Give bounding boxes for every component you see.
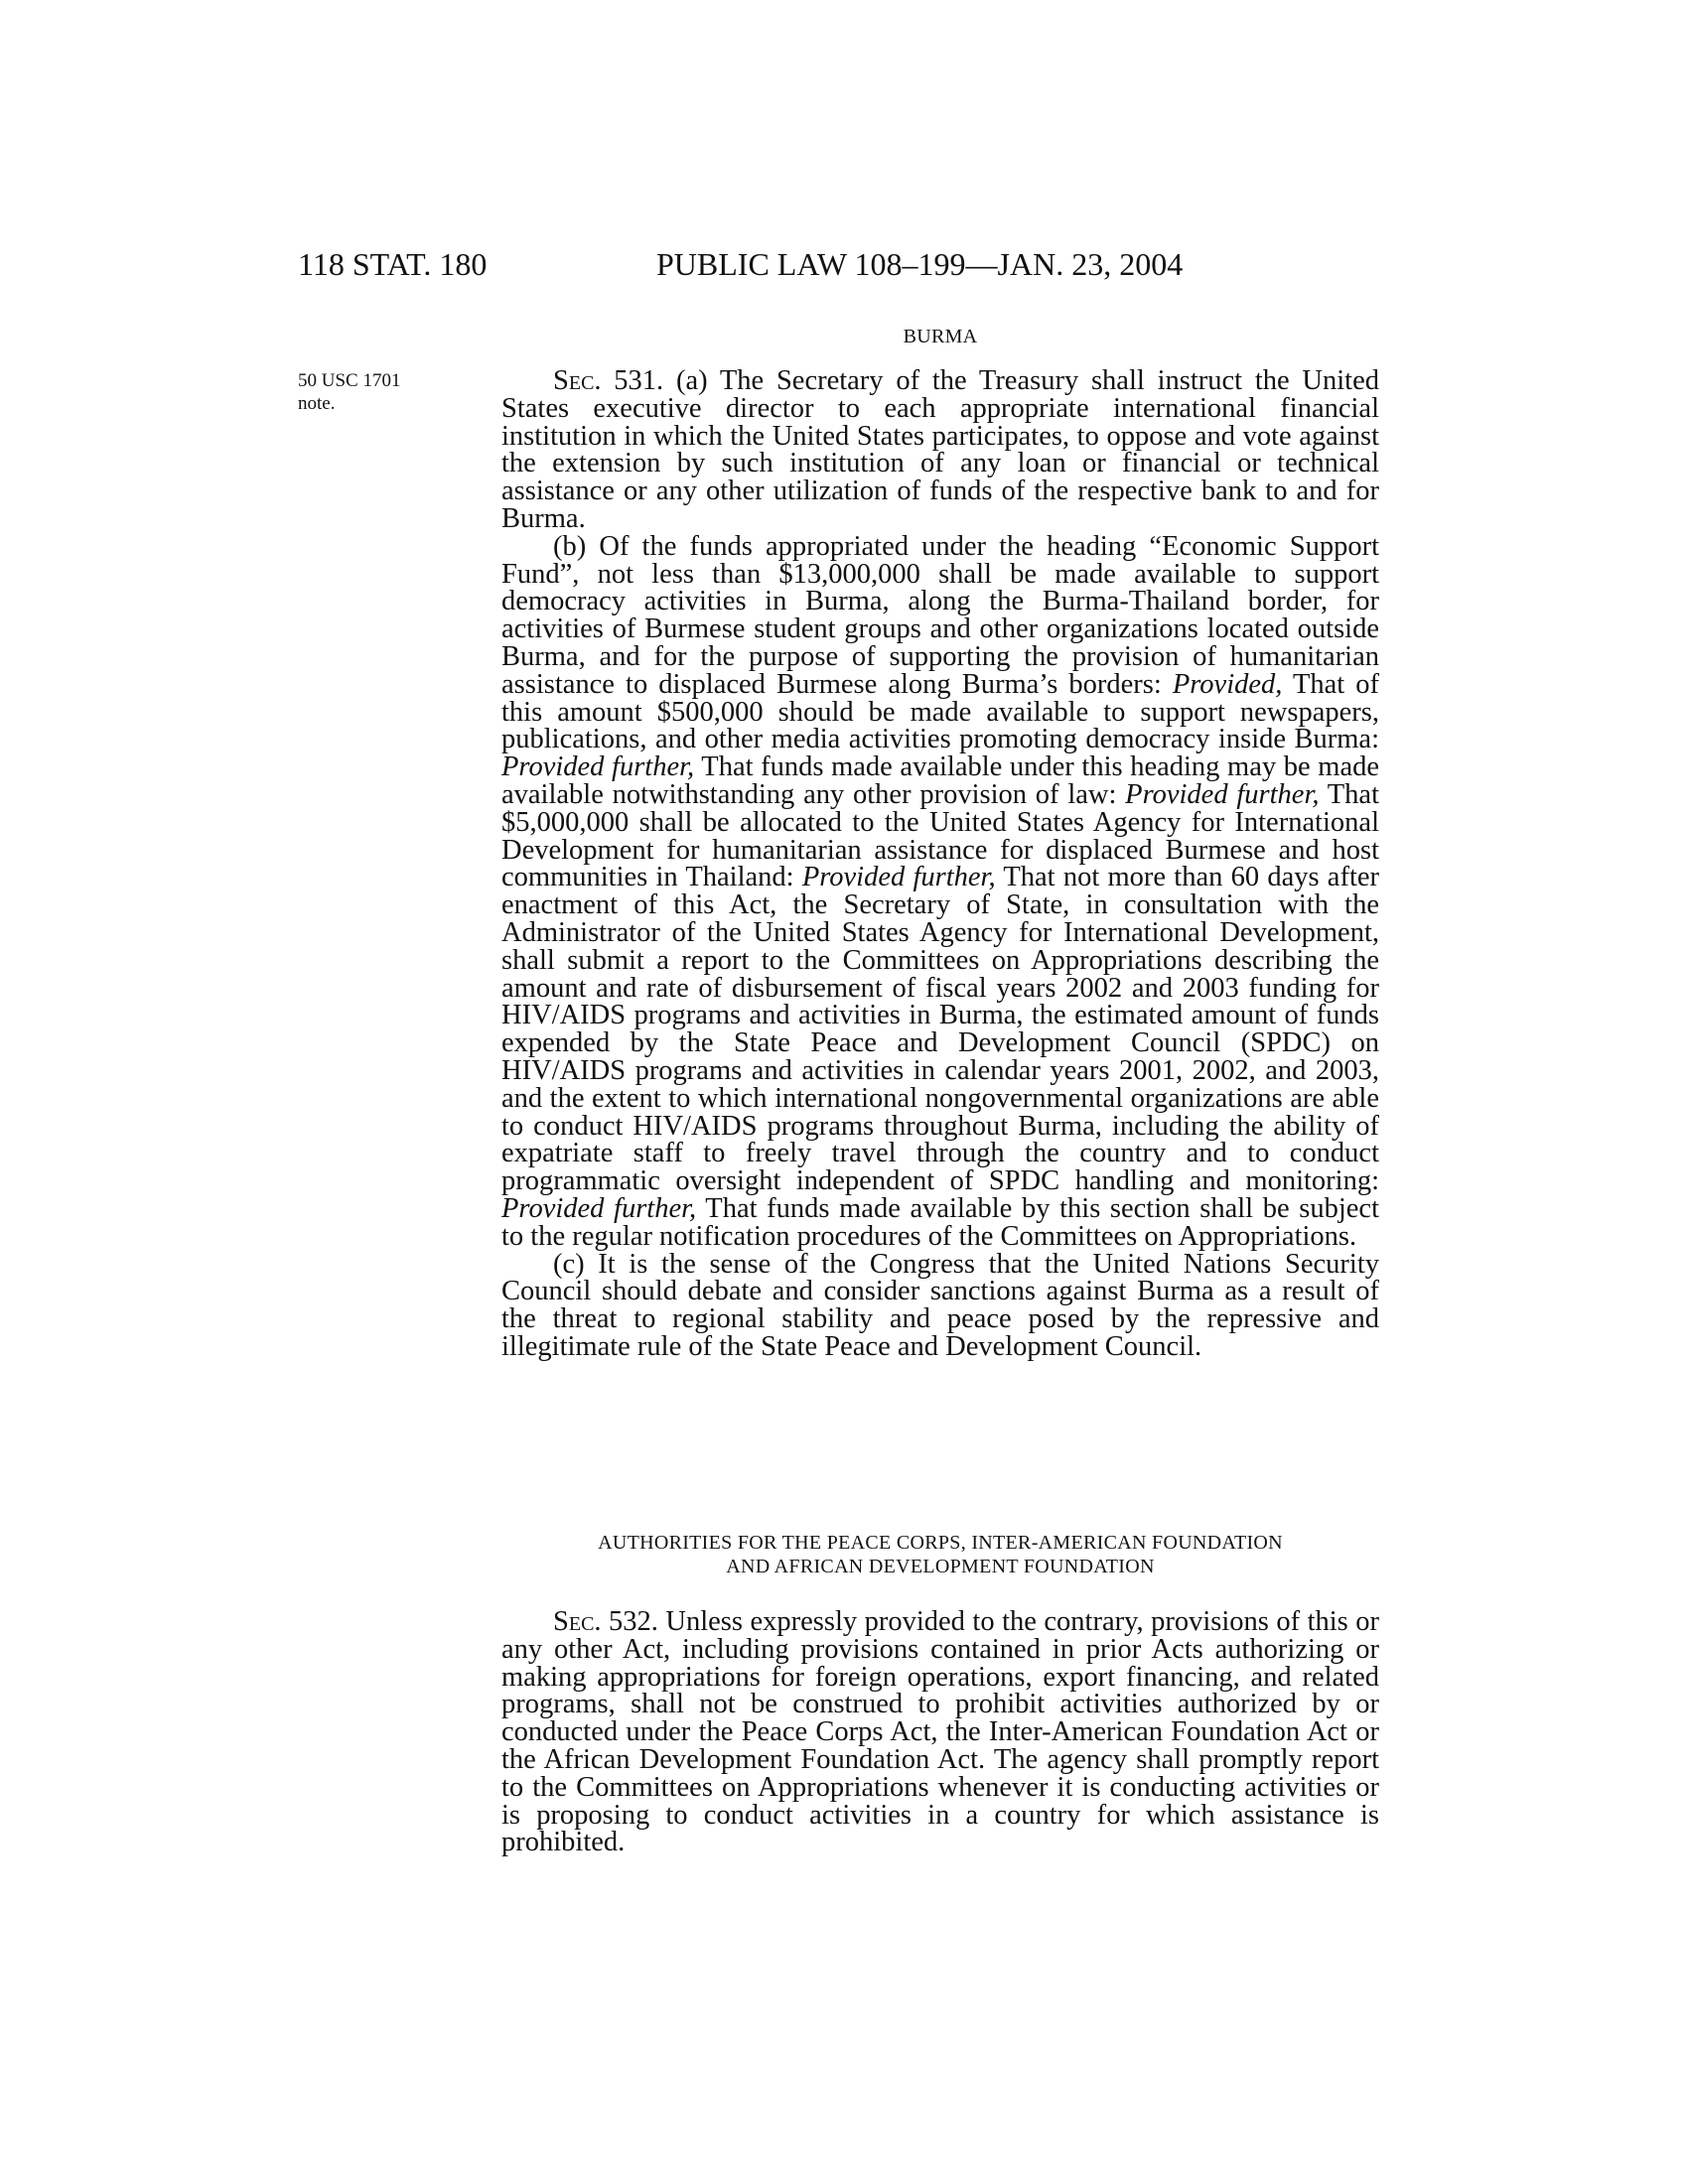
- section-531: [501, 367, 1379, 1361]
- section-heading-authorities: [501, 1531, 1379, 1578]
- running-head: [0, 246, 1688, 286]
- margin-note-suffix: note.: [298, 393, 336, 414]
- paragraph-text: That funds made available by this section shall be subject to the regular notification procedures of the Committees on Appropriations.: [501, 1192, 1379, 1252]
- paragraph-text: (b) Of the funds appropriated under the heading “Economic Support Fund”, not less than $13,000,000 shall be made available to support democracy activities in Burma, along the Burma-Thailand border, for activities of Burmese student groups and other organizations located outside Burma, and for the purpose of supporting the provision of humanitarian assistance to displaced Burmese along Burma’s borders:: [501, 530, 1379, 700]
- paragraph-text: (a) The Secretary of the Treasury shall instruct the United States executive director to each appropriate international financial institution in which the United States participates, to oppose and vote against the extension by such institution of any loan or financial or technical assistance or any other utilization of funds of the respective bank to and for Burma.: [501, 365, 1379, 534]
- section-532: [501, 1608, 1379, 1856]
- proviso-label: Provided,: [1172, 668, 1283, 700]
- paragraph-text: That of this amount $500,000 should be made available to support newspapers, publications, and other media activities promoting democracy inside Burma:: [501, 668, 1380, 755]
- public-law-title: PUBLIC LAW 108–199—JAN. 23, 2004: [656, 246, 1184, 282]
- heading-line: AUTHORITIES FOR THE PEACE CORPS, INTER-AMERICAN FOUNDATION: [598, 1532, 1283, 1554]
- margin-note: [298, 369, 447, 415]
- section-531-paragraph-a: [501, 367, 1379, 533]
- proviso-label: Provided further,: [501, 1192, 697, 1224]
- section-531-paragraph-b: [501, 530, 1380, 1252]
- section-heading-burma: BURMA: [903, 326, 978, 347]
- margin-note-citation: 50 USC 1701: [298, 370, 401, 391]
- section-532-paragraph: [501, 1608, 1379, 1856]
- paragraph-text: That funds made available under this heading may be made available notwithstanding any other provision of law:: [501, 751, 1379, 810]
- paragraph-text: Unless expressly provided to the contrary, provisions of this or any other Act, including provisions contained in prior Acts authorizing or making appropriations for foreign operations, export financing, and related programs, shall not be construed to prohibit activities authorized by or conducted under the Peace Corps Act, the Inter-American Foundation Act or the African Development Foundation Act. The agency shall promptly report to the Committees on Appropriations whenever it is conducting activities or is proposing to conduct activities in a country for which assistance is prohibited.: [501, 1606, 1379, 1858]
- stat-page-number: 118 STAT. 180: [298, 246, 488, 282]
- section-label: Sec. 532.: [553, 1606, 658, 1637]
- heading-line: AND AFRICAN DEVELOPMENT FOUNDATION: [726, 1556, 1155, 1577]
- proviso-label: Provided further,: [1125, 778, 1320, 810]
- section-531-paragraph-c: (c) It is the sense of the Congress that the United Nations Security Council should debate and consider sanctions against Burma as a result of the threat to regional stability and peace posed by the repressive and illegitimate rule of the State Peace and Development Council.: [501, 1248, 1379, 1362]
- paragraph-text: That not more than 60 days after enactment of this Act, the Secretary of State, in consultation with the Administrator of the United States Agency for International Development, shall submit a report to the Committees on Appropriations describing the amount and rate of disbursement of fiscal years 2002 and 2003 funding for HIV/AIDS programs and activities in Burma, the estimated amount of funds expended by the State Peace and Development Council (SPDC) on HIV/AIDS programs and activities in calendar years 2001, 2002, and 2003, and the extent to which international nongovernmental organizations are able to conduct HIV/AIDS programs throughout Burma, including the ability of expatriate staff to freely travel through the country and to conduct programmatic oversight independent of SPDC handling and monitoring:: [501, 862, 1380, 1197]
- proviso-label: Provided further,: [801, 862, 996, 893]
- section-label: Sec. 531.: [553, 365, 664, 396]
- paragraph-text: That $5,000,000 shall be allocated to the United States Agency for International Development for humanitarian assistance for displaced Burmese and host communities in Thailand:: [501, 778, 1379, 893]
- proviso-label: Provided further,: [501, 751, 695, 783]
